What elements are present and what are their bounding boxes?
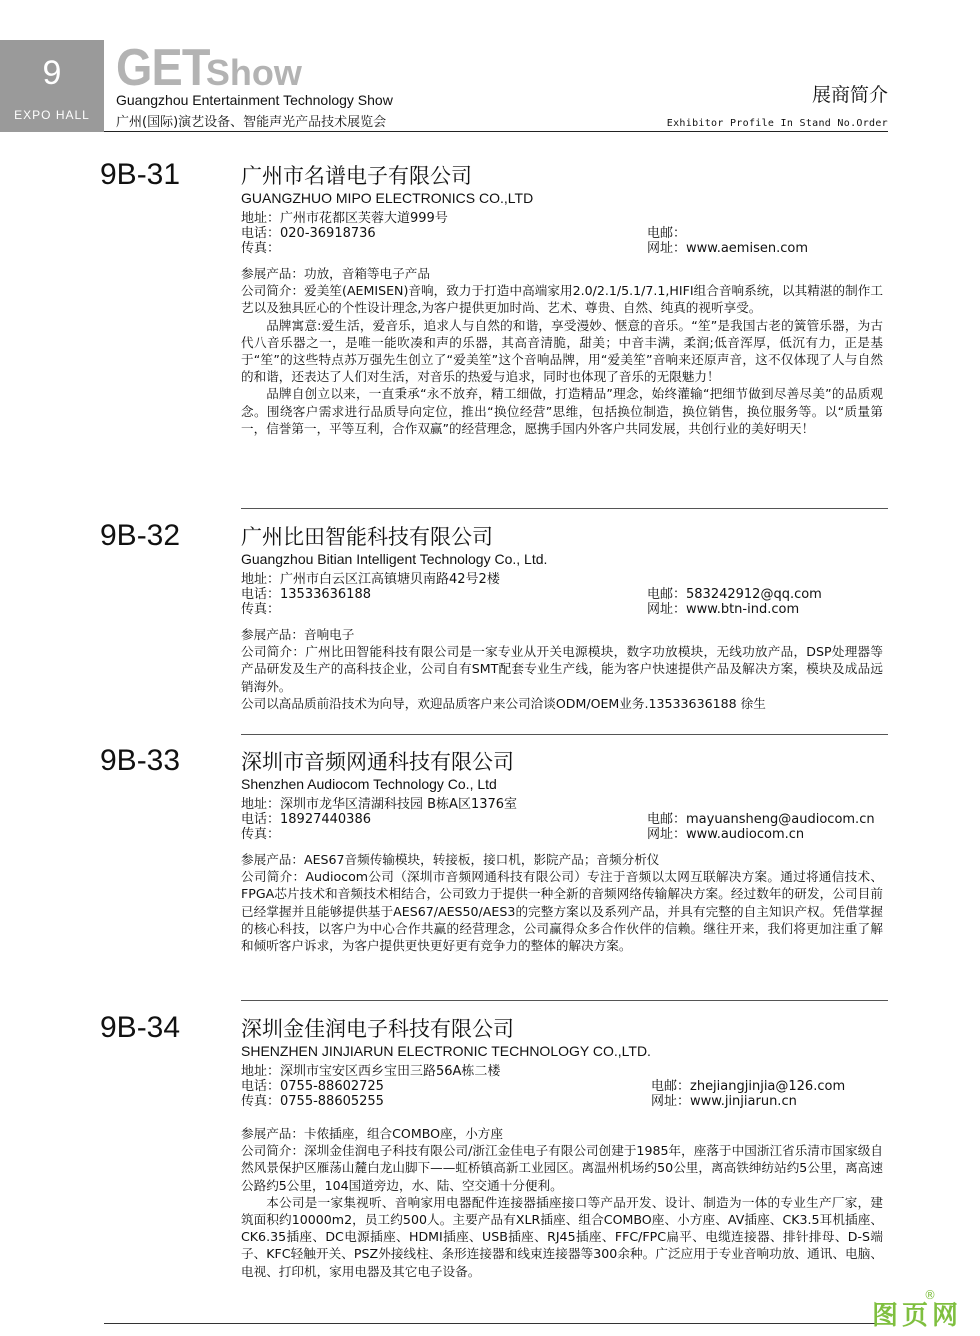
phone: 电话：18927440386: [241, 812, 371, 827]
website: 网址：www.btn-ind.com: [647, 602, 800, 617]
company-description: [241, 1125, 883, 1280]
company-name-en: Shenzhen Audiocom Technology Co., Ltd: [241, 776, 497, 792]
email: 电邮：mayuansheng@audiocom.cn: [647, 812, 875, 827]
fax: 传真：: [241, 241, 281, 256]
description-paragraph: 品牌寓意:爱生活，爱音乐，追求人与自然的和谐，享受漫妙、惬意的音乐。“笙”是我国古老的簧管乐器，为古代八音乐器之一，是唯一能吹凑和声的乐器，其高音清脆，甜美；中音丰满，柔润;低音浑厚，低沉有力，正是基于“笙”的这些特点苏万强先生创立了“爱美笙”这个音响品牌，用“爱美笙”音响来还原声音，这不仅体现了人与自然的和谐，还表达了人们对生活，对音乐的热爱与追求，同时也体现了音乐的无限魅力！: [241, 317, 883, 385]
hall-label: EXPO HALL: [14, 108, 90, 122]
email: 电邮：: [647, 226, 687, 241]
address: 地址：广州市花都区芙蓉大道999号: [241, 211, 448, 226]
email: 电邮：583242912@qq.com: [647, 587, 822, 602]
address: 地址：深圳市龙华区清湖科技园 B栋A区1376室: [241, 797, 518, 812]
description-paragraph: 公司简介：爱美笙(AEMISEN)音响，致力于打造中高端家用2.0/2.1/5.1/7.1,HIFI组合音响系统，以其精湛的制作工艺以及独具匠心的个性设计理念,为客户提供更加时尚、艺术、尊贵、自然、纯真的视听享受。: [241, 283, 883, 316]
footer-rule: [104, 1323, 888, 1324]
section-title: 展商简介: [811, 84, 888, 106]
email: 电邮：zhejiangjinjia@126.com: [651, 1079, 846, 1094]
fax: 传真：0755-88605255: [241, 1094, 384, 1109]
company-description: [241, 626, 883, 712]
products-line: 参展产品：音响电子: [241, 627, 355, 642]
phone: 电话：13533636188: [241, 587, 371, 602]
company-name-cn: 广州市名谱电子有限公司: [241, 164, 472, 188]
website: 网址：www.aemisen.com: [647, 241, 808, 256]
hall-number: 9: [42, 54, 62, 92]
products-line: 参展产品：AES67音频传输模块，转接板，接口机，影院产品；音频分析仪: [241, 852, 660, 867]
description-paragraph: 公司简介：深圳金佳润电子科技有限公司/浙江金佳电子有限公司创建于1985年，座落于中国浙江省乐清市国家级自然风景保护区雁荡山麓白龙山脚下——虹桥镇高新工业园区。离温州机场约50公里，离高铁绅纺站约5公里，离高速公路约5公里，104国道旁边，水、陆、空交通十分便利。: [241, 1143, 883, 1193]
products-line: 参展产品：功放，音箱等电子产品: [241, 266, 430, 281]
fax: 传真：: [241, 827, 281, 842]
section-subtitle: Exhibitor Profile In Stand No.Order: [666, 118, 888, 129]
logo-show-text: Show: [205, 52, 302, 93]
show-subtitle-en: Guangzhou Entertainment Technology Show: [116, 92, 393, 108]
header-rule: [104, 131, 888, 132]
get-show-logo: [116, 38, 302, 97]
exhibitor-divider: [241, 508, 888, 509]
company-name-en: Guangzhou Bitian Intelligent Technology Co., Ltd.: [241, 551, 548, 567]
company-description: [241, 851, 883, 954]
description-paragraph: 公司简介：Audiocom公司（深圳市音频网通科技有限公司）专注于音频以太网互联解决方案。通过将通信技术、FPGA芯片技术和音频技术相结合，公司致力于提供一种全新的音频网络传输解决方案。经过数年的研发，公司目前已经掌握并且能够提供基于AES67/AES50/AES3的完整方案以及系列产品，并具有完整的自主知识产权。凭借掌握的核心科技，以客户为中心合作共赢的经营理念，公司赢得众多合作伙伴的信赖。继往开来，我们将更加注重了解和倾听客户诉求，为客户提供更快更好更有竞争力的整体的解决方案。: [241, 869, 883, 954]
description-paragraph: 品牌自创立以来，一直秉承“永不放弃，精工细做，打造精品”理念，始终灌输“把细节做到尽善尽美”的品质观念。围绕客户需求进行品质导向定位，推出“换位经营”思维，包括换位制造，换位销售，换位服务等。以“质量第一，信誉第一，平等互利，合作双赢”的经营理念，愿携手国内外客户共同发展，共创行业的美好明天！: [241, 386, 883, 436]
watermark-registered-mark: ®: [924, 1288, 936, 1302]
address: 地址：深圳市宝安区西乡宝田三路56A栋二楼: [241, 1064, 501, 1079]
address: 地址：广州市白云区江高镇塘贝南路42号2楼: [241, 572, 500, 587]
booth-number: 9B-33: [100, 744, 181, 777]
products-line: 参展产品：卡侬插座，组合COMBO座，小方座: [241, 1126, 503, 1141]
description-paragraph: 本公司是一家集视听、音响家用电器配件连接器插座接口等产品开发、设计、制造为一体的专业生产厂家，建筑面积约10000m2，员工约500人。主要产品有XLR插座、组合COMBO座、小方座、AV插座、CK3.5耳机插座、CK6.35插座、DC电源插座、HDMI插座、USB插座、RJ45插座、FFC/FPC扁平、电缆连接器、排针排母、D-S端子、KFC轻触开关、PSZ外接线柱、条形连接器和线束连接器等300余种。广泛应用于专业音响功放、通讯、电脑、电视、打印机，家用电器及其它电子设备。: [241, 1194, 883, 1279]
company-description: [241, 265, 883, 437]
description-paragraph: 公司以高品质前沿技术为向导，欢迎品质客户来公司洽谈ODM/OEM业务.13533636188 徐生: [241, 695, 766, 711]
company-name-cn: 深圳金佳润电子科技有限公司: [241, 1017, 514, 1041]
company-name-cn: 深圳市音频网通科技有限公司: [241, 750, 514, 774]
description-paragraph: 公司简介：广州比田智能科技有限公司是一家专业从开关电源模块，数字功放模块，无线功放产品，DSP处理器等产品研发及生产的高科技企业，公司自有SMT配套专业生产线，能为客户快速提供产品及解决方案，模块及成品远销海外。: [241, 644, 883, 694]
website: 网址：www.audiocom.cn: [647, 827, 805, 842]
booth-number: 9B-31: [100, 158, 181, 191]
fax: 传真：: [241, 602, 281, 617]
booth-number: 9B-32: [100, 519, 181, 552]
website: 网址：www.jinjiarun.cn: [651, 1094, 797, 1109]
phone: 电话：020-36918736: [241, 226, 376, 241]
exhibitor-divider: [241, 734, 888, 735]
exhibitor-divider: [241, 1000, 888, 1001]
expo-hall-badge: [0, 40, 104, 132]
show-subtitle-cn: 广州(国际)演艺设备、智能声光产品技术展览会: [116, 115, 387, 130]
site-watermark: 图页网: [871, 1301, 962, 1331]
company-name-en: GUANGZHUO MIPO ELECTRONICS CO.,LTD: [241, 190, 534, 206]
company-name-en: SHENZHEN JINJIARUN ELECTRONIC TECHNOLOGY CO.,LTD.: [241, 1043, 651, 1059]
booth-number: 9B-34: [100, 1011, 181, 1044]
company-name-cn: 广州比田智能科技有限公司: [241, 525, 493, 549]
phone: 电话：0755-88602725: [241, 1079, 384, 1094]
logo-get-text: GET: [116, 39, 210, 97]
